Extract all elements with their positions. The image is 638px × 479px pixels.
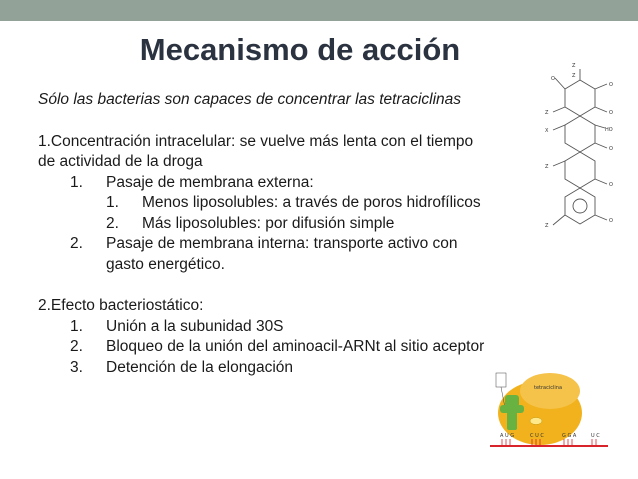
intro-text: Sólo las bacterias son capaces de concentrar las tetraciclinas (38, 91, 462, 108)
sub-list-item: 1. Menos liposolubles: a través de poros hidrofílicos (106, 194, 481, 211)
codon-label: A U G (500, 433, 515, 439)
atom-label: Z (545, 110, 549, 116)
atom-label: Z (572, 63, 576, 69)
atom-label: HO (605, 127, 613, 133)
atom-label: Z (545, 164, 549, 170)
list-item: 2. Pasaje de membrana interna: transporte activo con gasto energético. (70, 235, 458, 273)
list-item: 1. Unión a la subunidad 30S (70, 317, 284, 335)
codon-label: G G A (562, 433, 577, 439)
codon-label: C U C (530, 433, 544, 439)
tetracycline-structure-figure (525, 60, 620, 235)
atom-label: O (551, 76, 555, 82)
top-accent-bar (0, 0, 638, 21)
point1-heading: 1.Concentración intracelular: se vuelve más lenta con el tiempo de actividad de la droga (38, 132, 474, 170)
ribosome-subunit (520, 373, 580, 409)
atom-label: O (609, 218, 613, 224)
sub-list-item: 2. Más liposolubles: por difusión simple (106, 214, 395, 232)
slide-body (38, 90, 493, 378)
list-item: 3. Detención de la elongación (70, 358, 293, 376)
atom-label: O (609, 82, 613, 88)
ribosome-tetracycline-figure (490, 355, 610, 455)
trna-box (496, 373, 506, 387)
atom-label: O (609, 110, 613, 116)
atom-label: O (609, 182, 613, 188)
list-item: 1. Pasaje de membrana externa: (70, 173, 314, 191)
atom-label: Z (545, 223, 549, 229)
slide-title: Mecanismo de acción (139, 32, 461, 67)
point2-heading: 2.Efecto bacteriostático: (38, 297, 204, 314)
atom-label: X (545, 128, 549, 134)
tetracycline-label: tetraciclina (534, 385, 563, 391)
codon-label: U C (591, 433, 600, 439)
tetracycline-molecule (530, 418, 542, 425)
atom-label: Z (572, 73, 576, 79)
atom-label: O (609, 146, 613, 152)
list-item: 2. Bloqueo de la unión del aminoacil-ARNt al sitio aceptor (70, 338, 485, 355)
